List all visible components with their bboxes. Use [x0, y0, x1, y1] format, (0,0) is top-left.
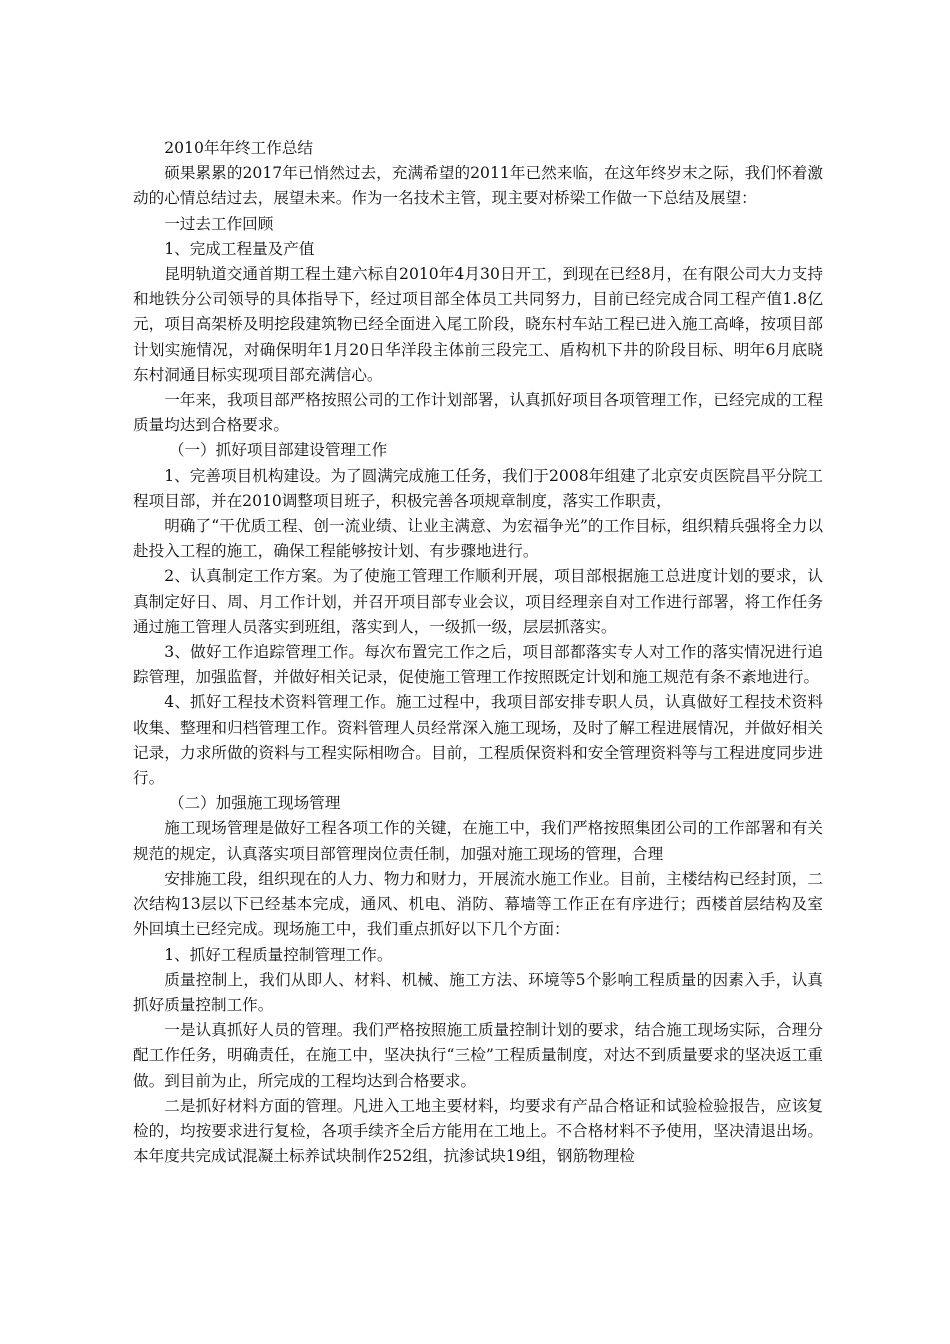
- paragraph: 1、完善项目机构建设。为了圆满完成施工任务，我们于2008年组建了北京安贞医院昌平分院工程项目部，并在2010调整项目班子，积极完善各项规章制度，落实工作职责，: [133, 466, 823, 510]
- paragraph: 硕果累累的2017年已悄然过去，充满希望的2011年已然来临，在这年终岁末之际，我们怀着激动的心情总结过去，展望未来。作为一名技术主管，现主要对桥梁工作做一下总结及展望：: [133, 164, 823, 208]
- document-body: [133, 136, 823, 1169]
- paragraph: 明确了“干优质工程、创一流业绩、让业主满意、为宏福争光”的工作目标，组织精兵强将全力以赴投入工程的施工，确保工程能够按计划、有步骤地进行。: [133, 517, 823, 561]
- paragraph: 安排施工段，组织现在的人力、物力和财力，开展流水施工作业。目前，主楼结构已经封顶，二次结构13层以下已经基本完成，通风、机电、消防、幕墙等工作正在有序进行；西楼首层结构及室外回填土已经完成。现场施工中，我们重点抓好以下几个方面：: [133, 869, 823, 939]
- paragraph: 二是抓好材料方面的管理。凡进入工地主要材料，均要求有产品合格证和试验检验报告，应该复检的，均按要求进行复检，各项手续齐全后方能用在工地上。不合格材料不予使用，坚决清退出场。本年度共完成试混凝土标养试块制作252组，抗渗试块19组，钢筋物理检: [133, 1096, 823, 1166]
- paragraph: 1、抓好工程质量控制管理工作。: [164, 945, 393, 964]
- paragraph: 一是认真抓好人员的管理。我们严格按照施工质量控制计划的要求，结合施工现场实际，合理分配工作任务，明确责任，在施工中，坚决执行“三检”工程质量制度，对达不到质量要求的坚决返工重做。到目前为止，所完成的工程均达到合格要求。: [133, 1021, 823, 1090]
- section-heading: 一过去工作回顾: [164, 214, 274, 233]
- subsection-heading: （一）抓好项目部建设管理工作: [168, 441, 388, 460]
- subsection-heading: 1、完成工程量及产值: [164, 239, 315, 258]
- paragraph: 一年来，我项目部严格按照公司的工作计划部署，认真抓好项目各项管理工作，已经完成的工程质量均达到合格要求。: [133, 391, 823, 435]
- subsection-heading: （二）加强施工现场管理: [168, 794, 341, 813]
- paragraph: 施工现场管理是做好工程各项工作的关键，在施工中，我们严格按照集团公司的工作部署和有关规范的规定，认真落实项目部管理岗位责任制，加强对施工现场的管理，合理: [133, 819, 823, 863]
- paragraph: 4、抓好工程技术资料管理工作。施工过程中，我项目部安排专职人员，认真做好工程技术资料收集、整理和归档管理工作。资料管理人员经常深入施工现场，及时了解工程进展情况，并做好相关记录，力求所做的资料与工程实际相吻合。目前，工程质保资料和安全管理资料等与工程进度同步进行。: [133, 693, 823, 788]
- paragraph: 2、认真制定工作方案。为了使施工管理工作顺利开展，项目部根据施工总进度计划的要求，认真制定好日、周、月工作计划，并召开项目部专业会议，项目经理亲自对工作进行部署，将工作任务通过施工管理人员落实到班组，落实到人，一级抓一级，层层抓落实。: [133, 567, 823, 636]
- paragraph: 3、做好工作追踪管理工作。每次布置完工作之后，项目部都落实专人对工作的落实情况进行追踪管理，加强监督，并做好相关记录，促使施工管理工作按照既定计划和施工规范有条不紊地进行。: [133, 643, 823, 687]
- paragraph: 昆明轨道交通首期工程土建六标自2010年4月30日开工，到现在已经8月，在有限公司大力支持和地铁分公司领导的具体指导下，经过项目部全体员工共同努力，目前已经完成合同工程产值1.8亿元，项目高架桥及明挖段建筑物已经全面进入尾工阶段，晓东村车站工程已进入施工高峰，按项目部计划实施情况，对确保明年1月20日华洋段主体前三段完工、盾构机下井的阶段目标、明年6月底晓东村洞通目标实现项目部充满信心。: [133, 265, 823, 384]
- document-title: 2010年年终工作总结: [164, 139, 314, 157]
- paragraph: 质量控制上，我们从即人、材料、机械、施工方法、环境等5个影响工程质量的因素入手，认真抓好质量控制工作。: [133, 970, 823, 1014]
